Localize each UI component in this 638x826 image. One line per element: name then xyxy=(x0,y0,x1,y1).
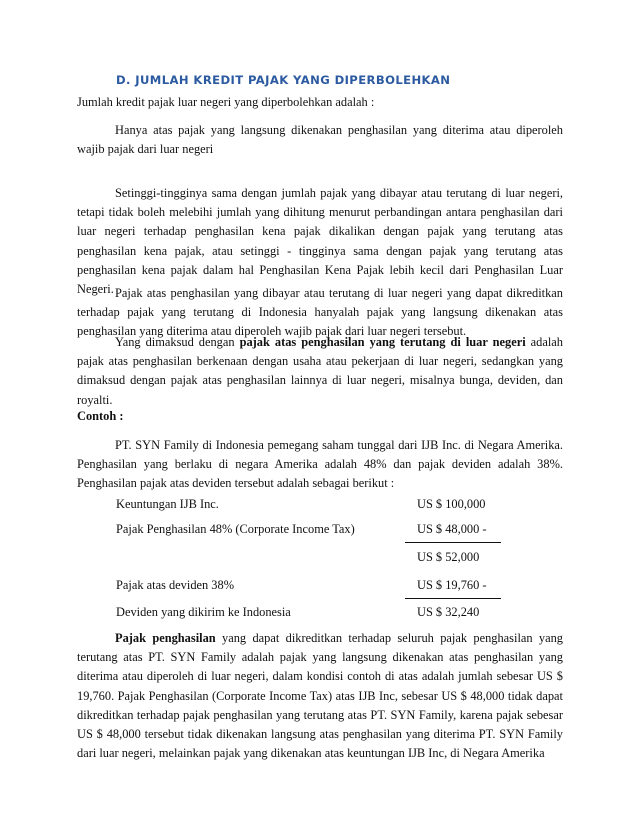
calc-row xyxy=(116,497,536,517)
example-label: Contoh : xyxy=(77,409,124,423)
calc-row xyxy=(116,578,536,598)
total-divider xyxy=(405,598,501,599)
paragraph-maximum-credit: Setinggi-tingginya sama dengan jumlah pajak yang dibayar atau terutang di luar negeri, tetapi tidak boleh melebihi jumlah yang dihitung menurut perbandingan antara penghasilan dari luar negeri terhadap penghasilan kena pajak dikalikan dengan pajak yang terutang atas penghasilan kena pajak, atau setinggi - tingginya sama dengan pajak yang terutang atas penghasilan kena pajak dalam hal Penghasilan Kena Pajak lebih kecil dari Penghasilan Luar Negeri. xyxy=(77,186,563,297)
calc-row-value: US $ 19,760 - xyxy=(417,578,487,592)
calc-row-value: US $ 32,240 xyxy=(417,605,480,619)
calc-row-label: Pajak atas deviden 38% xyxy=(116,578,235,592)
conclusion-body-text: yang dapat dikreditkan terhadap seluruh pajak penghasilan yang terutang atas PT. SYN Family adalah pajak yang langsung dikenakan atas penghasilan yang diterima atau diperoleh di luar negeri, dalam kondisi contoh di atas adalah jumlah sebesar US $ 19,760. Pajak Penghasilan (Corporate Income Tax) atas IJB Inc, sebesar US $ 48,000 tidak dapat dikreditkan terhadap pajak penghasilan yang terutang atas PT. SYN Family, karena pajak sebesar US $ 48,000 tersebut tidak dikenakan langsung atas penghasilan yang diterima PT. SYN Family dari luar negeri, melainkan pajak yang dikenakan atas keuntungan IJB Inc, di Negara Amerika xyxy=(77,631,564,761)
calc-row-value: US $ 48,000 - xyxy=(417,522,487,536)
calc-row-label: Pajak Penghasilan 48% (Corporate Income Tax) xyxy=(116,522,355,536)
definition-lead-text: Yang dimaksud dengan xyxy=(115,335,240,349)
calc-row xyxy=(116,522,536,542)
calc-row-label: Deviden yang dikirim ke Indonesia xyxy=(116,605,291,619)
calc-row xyxy=(116,550,536,570)
intro-paragraph: Jumlah kredit pajak luar negeri yang diperbolehkan adalah : xyxy=(77,95,375,109)
conclusion-bold-term: Pajak penghasilan xyxy=(115,631,216,645)
definition-bold-term: pajak atas penghasilan yang terutang di luar negeri xyxy=(239,335,526,349)
paragraph-creditable-tax: Pajak atas penghasilan yang dibayar atau terutang di luar negeri yang dapat dikreditkan terhadap pajak yang terutang di Indonesia hanyalah pajak yang langsung dikenakan atas penghasilan yang diterima atau diperoleh wajib pajak dari luar negeri tersebut. xyxy=(77,286,563,339)
conclusion-paragraph xyxy=(77,629,563,763)
paragraph-direct-tax: Hanya atas pajak yang langsung dikenakan penghasilan yang diterima atau diperoleh wajib pajak dari luar negeri xyxy=(77,123,563,157)
calc-row-value: US $ 100,000 xyxy=(417,497,486,511)
calc-row xyxy=(116,605,536,625)
paragraph-definition xyxy=(77,333,563,410)
subtotal-divider xyxy=(405,542,501,543)
definition-body-text: adalah pajak atas penghasilan berkenaan dengan usaha atau pekerjaan di luar negeri, sedangkan yang dimaksud dengan pajak atas penghasilan lainnya di luar negeri, misalnya bunga, deviden, dan royalti. xyxy=(77,335,564,407)
section-heading: D. JUMLAH KREDIT PAJAK YANG DIPERBOLEHKAN xyxy=(116,73,451,87)
calc-row-value: US $ 52,000 xyxy=(417,550,480,564)
example-paragraph: PT. SYN Family di Indonesia pemegang saham tunggal dari IJB Inc. di Negara Amerika. Penghasilan yang berlaku di negara Amerika adalah 48% dan pajak deviden adalah 38%. Penghasilan pajak atas deviden tersebut adalah sebagai berikut : xyxy=(77,438,563,491)
calc-row-label: Keuntungan IJB Inc. xyxy=(116,497,219,511)
